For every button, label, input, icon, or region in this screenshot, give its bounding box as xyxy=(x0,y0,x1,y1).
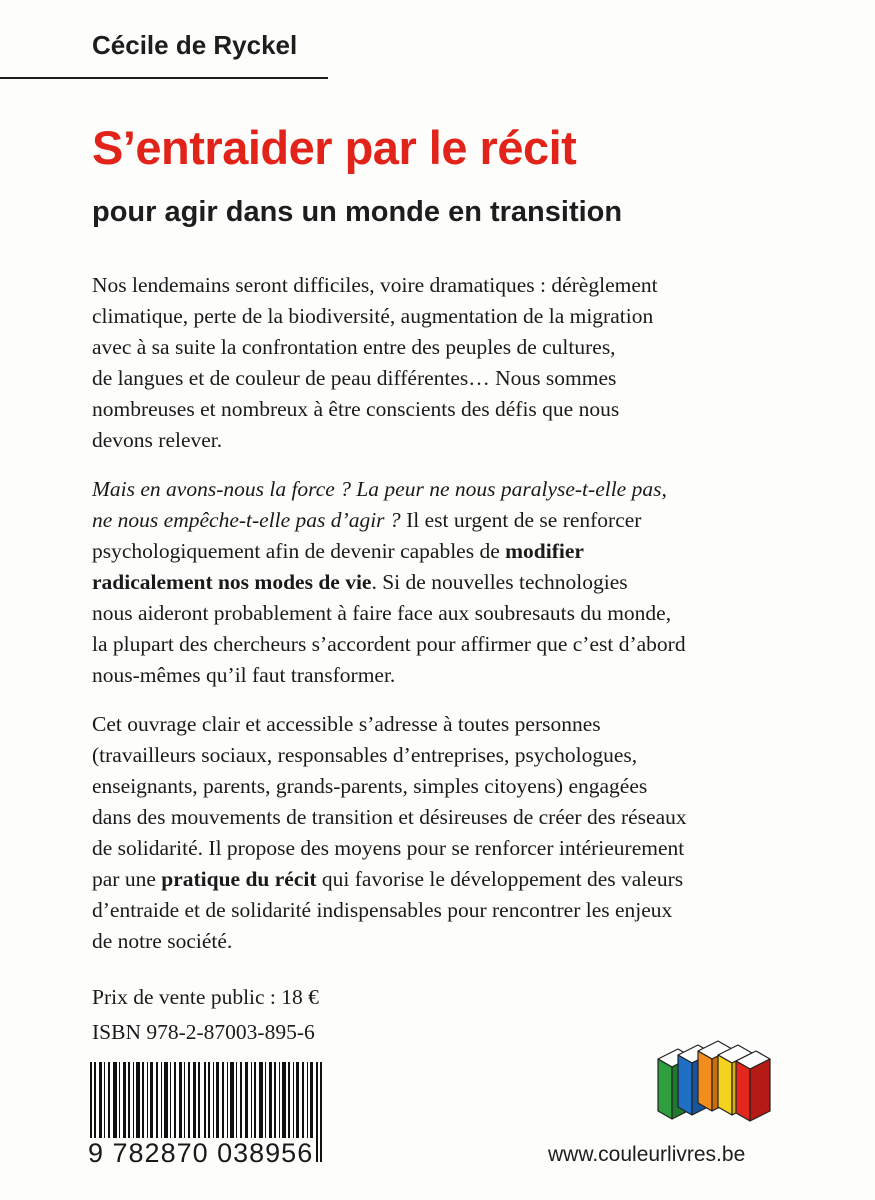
barcode-digits: 9 782870 038956 xyxy=(88,1138,314,1168)
header-rule xyxy=(0,77,328,79)
text-line xyxy=(92,567,792,598)
text-line: avec à sa suite la confrontation entre des peuples de cultures, xyxy=(92,335,616,359)
stacked-books-logo xyxy=(650,1035,775,1130)
bold-phrase: modifier xyxy=(505,539,584,563)
author-name: Cécile de Ryckel xyxy=(92,30,298,60)
text-line xyxy=(92,864,792,895)
text-line xyxy=(92,536,792,567)
text-line: d’entraide et de solidarité indispensables pour rencontrer les enjeux xyxy=(92,898,673,922)
text-line: Cet ouvrage clair et accessible s’adresse à toutes personnes xyxy=(92,712,601,736)
book-title: S’entraider par le récit xyxy=(92,121,577,174)
text-line: de langues et de couleur de peau différentes… Nous sommes xyxy=(92,366,617,390)
text-fragment: Il est urgent de se renforcer xyxy=(400,508,642,532)
text-line: nous aideront probablement à faire face aux soubresauts du monde, xyxy=(92,601,672,625)
text-line xyxy=(92,474,792,505)
text-line: Nos lendemains seront difficiles, voire dramatiques : dérèglement xyxy=(92,273,658,297)
retail-price: Prix de vente public : 18 € xyxy=(92,985,319,1009)
text-line: la plupart des chercheurs s’accordent pour affirmer que c’est d’abord xyxy=(92,632,686,656)
paragraph-1 xyxy=(92,270,792,456)
text-line: devons relever. xyxy=(92,428,223,452)
text-line: nombreuses et nombreux à être conscients des défis que nous xyxy=(92,397,620,421)
text-fragment: psychologiquement afin de devenir capables de xyxy=(92,539,506,563)
text-fragment: par une xyxy=(92,867,162,891)
bold-phrase: radicalement nos modes de vie xyxy=(92,570,372,594)
text-line: dans des mouvements de transition et désireuses de créer des réseaux xyxy=(92,805,687,829)
text-line: de solidarité. Il propose des moyens pour se renforcer intérieurement xyxy=(92,836,685,860)
bold-phrase: pratique du récit xyxy=(161,867,317,891)
isbn-number: ISBN 978-2-87003-895-6 xyxy=(92,1020,315,1044)
text-line: enseignants, parents, grands-parents, simples citoyens) engagées xyxy=(92,774,648,798)
book-subtitle: pour agir dans un monde en transition xyxy=(92,196,623,228)
paragraph-3 xyxy=(92,709,792,957)
text-fragment: qui favorise le développement des valeurs xyxy=(316,867,684,891)
text-line: nous-mêmes qu’il faut transformer. xyxy=(92,663,396,687)
italic-question: Mais en avons-nous la force ? La peur ne nous paralyse-t-elle pas, xyxy=(92,477,667,501)
text-line: climatique, perte de la biodiversité, augmentation de la migration xyxy=(92,304,654,328)
text-fragment: . Si de nouvelles technologies xyxy=(371,570,628,594)
paragraph-2 xyxy=(92,474,792,691)
italic-question: ne nous empêche-t-elle pas d’agir ? xyxy=(92,508,401,532)
text-line: de notre société. xyxy=(92,929,233,953)
publisher-website: www.couleurlivres.be xyxy=(548,1143,746,1166)
text-line xyxy=(92,505,792,536)
back-cover-text xyxy=(92,270,792,975)
text-line: (travailleurs sociaux, responsables d’entreprises, psychologues, xyxy=(92,743,638,767)
